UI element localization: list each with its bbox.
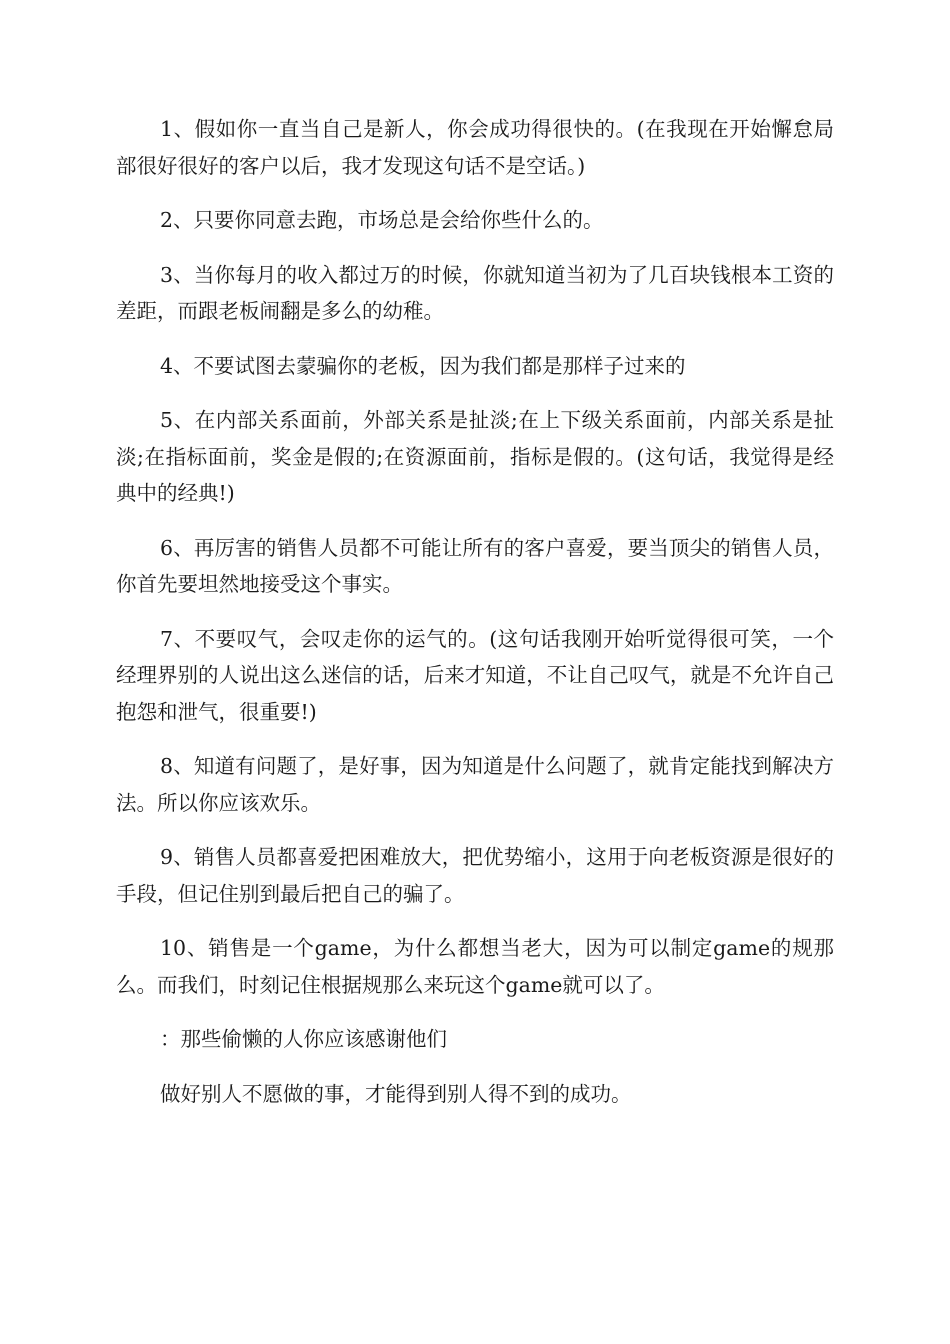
- paragraph-9: 9、销售人员都喜爱把困难放大，把优势缩小，这用于向老板资源是很好的手段，但记住别到最后把自己的骗了。: [116, 845, 834, 906]
- paragraph-4: 4、不要试图去蒙骗你的老板，因为我们都是那样子过来的: [160, 353, 686, 378]
- paragraph-3: 3、当你每月的收入都过万的时候，你就知道当初为了几百块钱根本工资的差距，而跟老板闹翻是多么的幼稚。: [116, 262, 834, 323]
- paragraph-1: 1、假如你一直当自己是新人，你会成功得很快的。(在我现在开始懈怠局部很好很好的客户以后，我才发现这句话不是空话。): [116, 117, 834, 178]
- paragraph-8: 8、知道有问题了，是好事，因为知道是什么问题了，就肯定能找到解决方法。所以你应该欢乐。: [116, 754, 834, 815]
- document-body: [116, 111, 834, 1130]
- paragraph-6: 6、再厉害的销售人员都不可能让所有的客户喜爱，要当顶尖的销售人员，你首先要坦然地接受这个事实。: [116, 535, 834, 596]
- paragraph-2: 2、只要你同意去跑，市场总是会给你些什么的。: [160, 208, 604, 232]
- paragraph-10: 10、销售是一个game，为什么都想当老大，因为可以制定game的规那么。而我们，时刻记住根据规那么来玩这个game就可以了。: [116, 936, 834, 997]
- section-subtitle: ：那些偷懒的人你应该感谢他们: [160, 1027, 447, 1051]
- paragraph-5: 5、在内部关系面前，外部关系是扯淡;在上下级关系面前，内部关系是扯淡;在指标面前，奖金是假的;在资源面前，指标是假的。(这句话，我觉得是经典中的经典!): [116, 408, 834, 505]
- paragraph-7: 7、不要叹气，会叹走你的运气的。(这句话我刚开始听觉得很可笑，一个经理界别的人说出这么迷信的话，后来才知道，不让自己叹气，就是不允许自己抱怨和泄气，很重要!): [116, 626, 834, 724]
- paragraph-closing: 做好别人不愿做的事，才能得到别人得不到的成功。: [160, 1081, 632, 1106]
